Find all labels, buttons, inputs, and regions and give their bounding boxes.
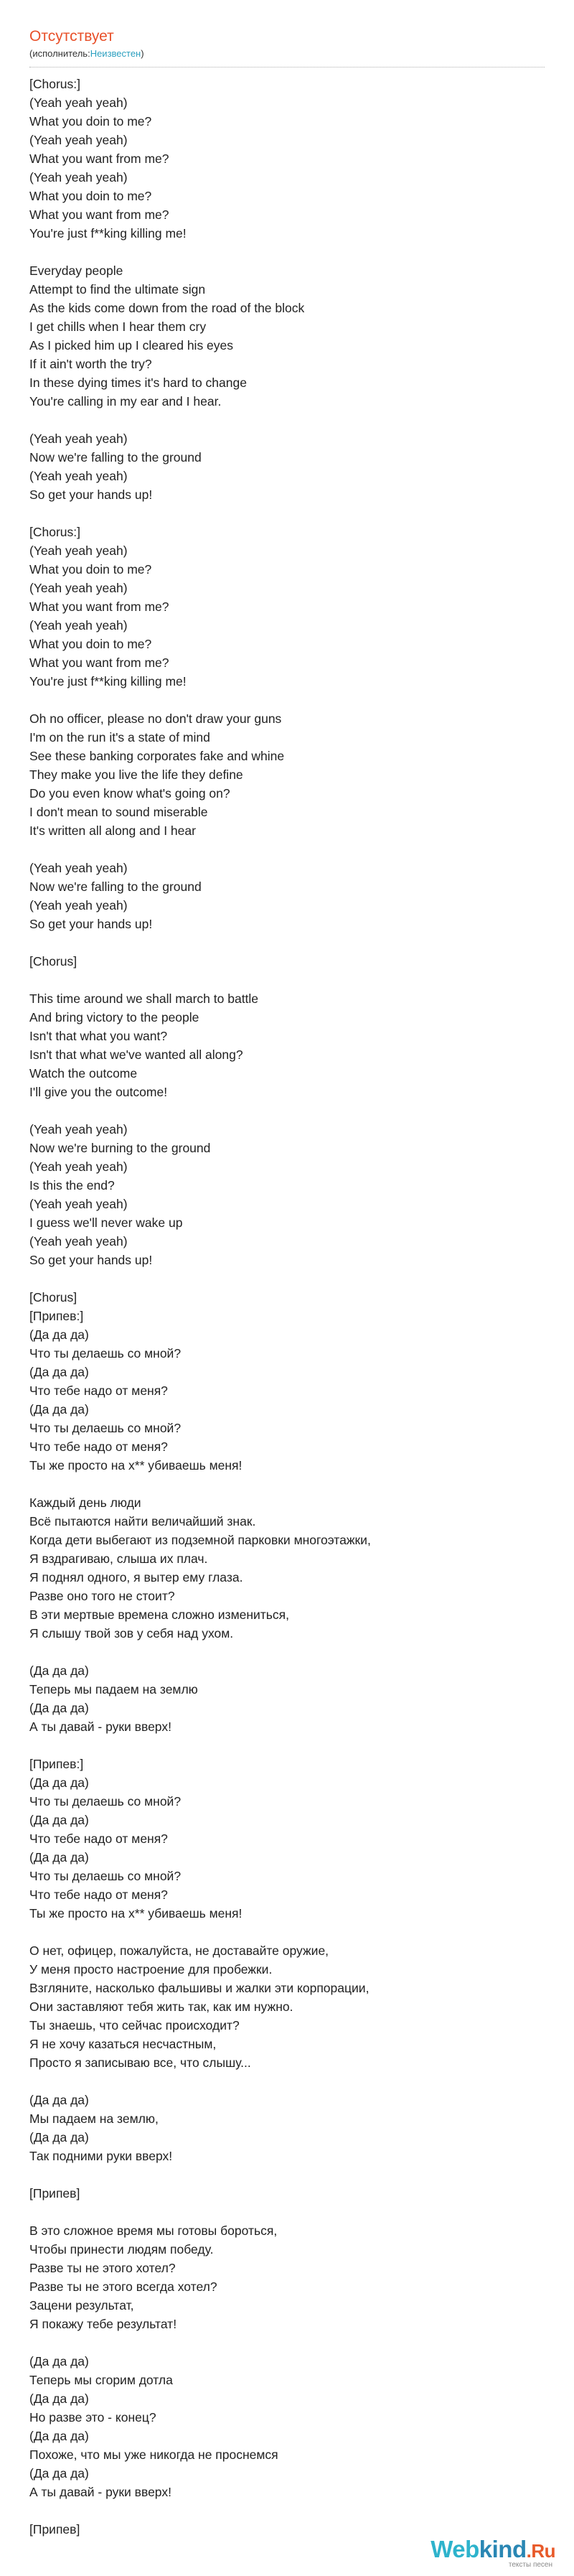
lyrics-line: (Yeah yeah yeah)	[29, 1122, 128, 1137]
logo-web: Web	[430, 2536, 479, 2562]
lyrics-line: Что тебе надо от меня?	[29, 1383, 168, 1398]
lyrics-line: What you doin to me?	[29, 637, 152, 651]
lyrics-line: Разве оно того не стоит?	[29, 1589, 175, 1603]
lyrics-line: (Yeah yeah yeah)	[29, 133, 128, 147]
lyrics-line: А ты давай - руки вверх!	[29, 1719, 171, 1734]
lyrics-line: So get your hands up!	[29, 917, 153, 931]
lyrics-line: Теперь мы падаем на землю	[29, 1682, 198, 1697]
lyrics-line: (Да да да)	[29, 2354, 89, 2369]
lyrics-line: Я поднял одного, я вытер ему глаза.	[29, 1570, 243, 1585]
lyrics-line: (Yeah yeah yeah)	[29, 1197, 128, 1211]
lyrics-line: So get your hands up!	[29, 1253, 153, 1267]
lyrics-line: Now we're burning to the ground	[29, 1141, 211, 1155]
lyrics-line: I'll give you the outcome!	[29, 1085, 168, 1099]
lyrics-line: (Да да да)	[29, 1813, 89, 1827]
lyrics-line: Но разве это - конец?	[29, 2410, 156, 2425]
artist-prefix: (исполнитель:	[29, 48, 90, 59]
lyrics-line: I guess we'll never wake up	[29, 1215, 183, 1230]
lyrics-line: Зацени результат,	[29, 2298, 134, 2313]
lyrics-line: [Chorus]	[29, 954, 77, 969]
logo-wordmark	[430, 2537, 555, 2564]
lyrics-line: [Chorus]	[29, 1290, 77, 1305]
lyrics-line: О нет, офицер, пожалуйста, не доставайте оружие,	[29, 1943, 329, 1958]
lyrics-line: (Yeah yeah yeah)	[29, 469, 128, 483]
lyrics-line: (Yeah yeah yeah)	[29, 581, 128, 595]
lyrics-line: So get your hands up!	[29, 487, 153, 502]
lyrics-line: (Да да да)	[29, 1775, 89, 1790]
lyrics-line: What you doin to me?	[29, 189, 152, 203]
lyrics-line: Я вздрагиваю, слыша их плач.	[29, 1551, 208, 1566]
lyrics-line: Ты же просто на х** убиваешь меня!	[29, 1906, 243, 1921]
artist-suffix: )	[141, 48, 144, 59]
lyrics-blank-line	[29, 504, 545, 523]
lyrics-line: [Chorus:]	[29, 77, 80, 91]
lyrics-line: (Да да да)	[29, 2093, 89, 2107]
lyrics-line: See these banking corporates fake and whine	[29, 749, 285, 763]
lyrics-line: (Да да да)	[29, 2130, 89, 2145]
lyrics-line: In these dying times it's hard to change	[29, 375, 247, 390]
lyrics-line: (Yeah yeah yeah)	[29, 543, 128, 558]
lyrics-line: (Yeah yeah yeah)	[29, 1234, 128, 1249]
lyrics-blank-line	[29, 1643, 545, 1661]
lyrics-line: Now we're falling to the ground	[29, 450, 202, 465]
lyrics-line: Каждый день люди	[29, 1495, 141, 1510]
lyrics-line: Do you even know what's going on?	[29, 786, 230, 801]
lyrics-line: (Да да да)	[29, 1327, 89, 1342]
lyrics-line: Что ты делаешь со мной?	[29, 1421, 182, 1435]
lyrics-line: [Припев:]	[29, 1757, 84, 1771]
lyrics-line: Isn't that what you want?	[29, 1029, 168, 1043]
lyrics-line: What you want from me?	[29, 207, 169, 222]
lyrics-line: This time around we shall march to battle	[29, 991, 259, 1006]
lyrics-line: Что ты делаешь со мной?	[29, 1346, 182, 1361]
lyrics-line: (Yeah yeah yeah)	[29, 170, 128, 185]
lyrics-line: Что тебе надо от меня?	[29, 1439, 168, 1454]
logo-subtitle: тексты песен	[508, 2561, 552, 2569]
lyrics-line: Так подними руки вверх!	[29, 2149, 173, 2163]
lyrics-line: Взгляните, насколько фальшивы и жалки эти корпорации,	[29, 1981, 370, 1995]
lyrics-line: As the kids come down from the road of the block	[29, 301, 305, 315]
lyrics-line: Похоже, что мы уже никогда не проснемся	[29, 2447, 278, 2462]
lyrics-line: Now we're falling to the ground	[29, 879, 202, 894]
lyrics-line: Чтобы принести людям победу.	[29, 2242, 214, 2257]
lyrics-line: (Yeah yeah yeah)	[29, 1159, 128, 1174]
lyrics-line: I don't mean to sound miserable	[29, 805, 208, 819]
lyrics-blank-line	[29, 691, 545, 709]
lyrics-blank-line	[29, 840, 545, 859]
lyrics-blank-line	[29, 1923, 545, 1941]
lyrics-blank-line	[29, 2333, 545, 2352]
lyrics-line: If it ain't worth the try?	[29, 357, 152, 371]
lyrics-line: Теперь мы сгорим дотла	[29, 2373, 173, 2387]
lyrics-line: I'm on the run it's a state of mind	[29, 730, 210, 745]
lyrics-blank-line	[29, 1475, 545, 1493]
lyrics-blank-line	[29, 1101, 545, 1120]
lyrics-blank-line	[29, 2165, 545, 2184]
lyrics-blank-line	[29, 1736, 545, 1755]
lyrics-line: Isn't that what we've wanted all along?	[29, 1047, 243, 1062]
lyrics-line: [Припев:]	[29, 1309, 84, 1323]
lyrics-line: Когда дети выбегают из подземной парковки многоэтажки,	[29, 1533, 371, 1547]
lyrics-line: (Yeah yeah yeah)	[29, 618, 128, 633]
lyrics-line: Everyday people	[29, 263, 123, 278]
lyrics-line: [Припев]	[29, 2186, 80, 2201]
lyrics-line: (Yeah yeah yeah)	[29, 861, 128, 875]
logo-kind: kind	[479, 2536, 527, 2562]
lyrics-line: You're just f**king killing me!	[29, 226, 187, 241]
lyrics-line: Oh no officer, please no don't draw your guns	[29, 711, 282, 726]
lyrics-line: [Припев]	[29, 2522, 80, 2537]
lyrics-line: Мы падаем на землю,	[29, 2111, 159, 2126]
lyrics-blank-line	[29, 2501, 545, 2520]
lyrics-line: [Chorus:]	[29, 525, 80, 539]
lyrics-line: And bring victory to the people	[29, 1010, 199, 1025]
lyrics-line: What you want from me?	[29, 599, 169, 614]
lyrics-line: Разве ты не этого хотел?	[29, 2261, 176, 2275]
lyrics-blank-line	[29, 933, 545, 952]
lyrics-line: They make you live the life they define	[29, 767, 243, 782]
lyrics-line: (Да да да)	[29, 1850, 89, 1865]
lyrics-line: Они заставляют тебя жить так, как им нужно.	[29, 1999, 293, 2014]
lyrics-line: (Да да да)	[29, 2466, 89, 2481]
lyrics-blank-line	[29, 243, 545, 261]
lyrics-line: Что тебе надо от меня?	[29, 1831, 168, 1846]
lyrics-line: (Да да да)	[29, 1663, 89, 1678]
logo-ru: .Ru	[526, 2540, 555, 2562]
lyrics-line: (Да да да)	[29, 1701, 89, 1715]
lyrics-line: Watch the outcome	[29, 1066, 138, 1081]
lyrics-text	[29, 75, 545, 2539]
lyrics-line: (Yeah yeah yeah)	[29, 431, 128, 446]
lyrics-line: (Да да да)	[29, 1365, 89, 1379]
lyrics-line: А ты давай - руки вверх!	[29, 2485, 171, 2499]
lyrics-line: It's written all along and I hear	[29, 823, 196, 838]
lyrics-line: Что тебе надо от меня?	[29, 1887, 168, 1902]
lyrics-line: As I picked him up I cleared his eyes	[29, 338, 234, 353]
lyrics-line: Разве ты не этого всегда хотел?	[29, 2279, 217, 2294]
lyrics-line: Ты же просто на х** убиваешь меня!	[29, 1458, 243, 1473]
lyrics-line: I get chills when I hear them cry	[29, 319, 207, 334]
lyrics-line: Я покажу тебе результат!	[29, 2317, 177, 2331]
artist-link[interactable]: Неизвестен	[90, 48, 141, 59]
lyrics-blank-line	[29, 1269, 545, 1288]
site-logo[interactable]	[430, 2537, 555, 2569]
lyrics-blank-line	[29, 2072, 545, 2091]
lyrics-line: What you want from me?	[29, 151, 169, 166]
lyrics-line: Что ты делаешь со мной?	[29, 1869, 182, 1883]
lyrics-line: You're just f**king killing me!	[29, 674, 187, 689]
lyrics-line: Ты знаешь, что сейчас происходит?	[29, 2018, 240, 2033]
lyrics-line: What you doin to me?	[29, 562, 152, 577]
lyrics-line: What you doin to me?	[29, 114, 152, 129]
lyrics-line: Всё пытаются найти величайший знак.	[29, 1514, 256, 1529]
artist-line	[29, 47, 545, 60]
song-title: Отсутствует	[29, 28, 114, 45]
lyrics-line: What you want from me?	[29, 655, 169, 670]
lyrics-line: Что ты делаешь со мной?	[29, 1794, 182, 1809]
lyrics-line: Просто я записываю все, что слышу...	[29, 2055, 251, 2070]
lyrics-line: В эти мертвые времена сложно измениться,	[29, 1607, 289, 1622]
lyrics-line: (Да да да)	[29, 2391, 89, 2406]
lyrics-blank-line	[29, 411, 545, 429]
lyrics-line: Is this the end?	[29, 1178, 115, 1193]
lyrics-line: Я не хочу казаться несчастным,	[29, 2037, 217, 2051]
lyrics-line: Я слышу твой зов у себя над ухом.	[29, 1626, 234, 1641]
lyrics-blank-line	[29, 2203, 545, 2221]
lyrics-blank-line	[29, 971, 545, 989]
lyrics-line: (Yeah yeah yeah)	[29, 898, 128, 913]
lyrics-line: У меня просто настроение для пробежки.	[29, 1962, 273, 1977]
lyrics-line: (Да да да)	[29, 2429, 89, 2443]
song-header	[29, 27, 545, 60]
lyrics-line: Attempt to find the ultimate sign	[29, 282, 206, 297]
lyrics-line: You're calling in my ear and I hear.	[29, 394, 222, 409]
lyrics-line: (Да да да)	[29, 1402, 89, 1417]
lyrics-line: В это сложное время мы готовы бороться,	[29, 2223, 278, 2238]
lyrics-line: (Yeah yeah yeah)	[29, 95, 128, 110]
